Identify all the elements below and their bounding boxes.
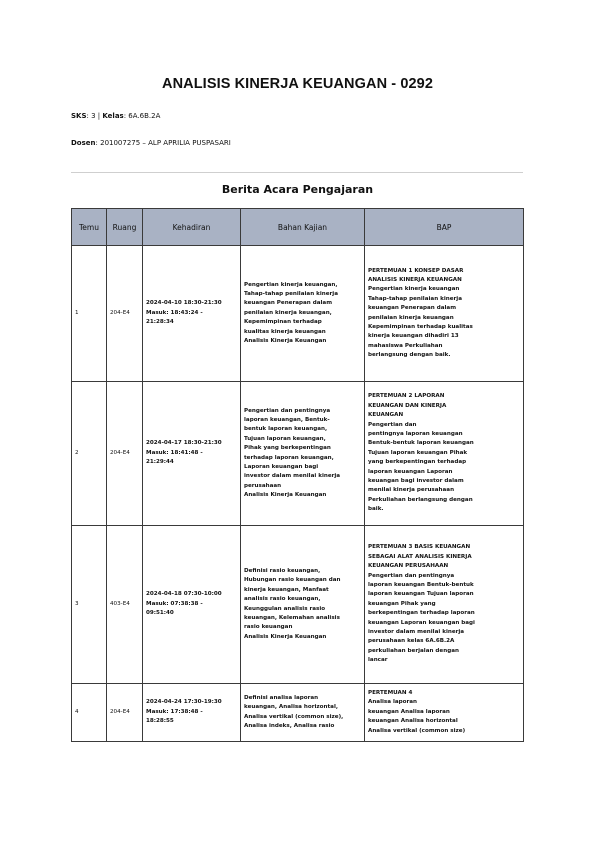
kelas-label: Kelas [102, 112, 124, 120]
bahan-kajian-line: Pengertian kinerja keuangan, [244, 281, 338, 288]
cell-ruang: 403-E4 [107, 526, 143, 684]
bap-body-line: Pengertian dan pentingnya [368, 572, 455, 579]
bap-body-line: keuangan Laporan keuangan bagi [368, 619, 475, 626]
bap-body-line: keuangan Analisa laporan [368, 708, 450, 715]
cell-bahan-kajian [241, 526, 365, 684]
cell-bap [365, 382, 524, 526]
bahan-kajian-line: Hubungan rasio keuangan dan [244, 577, 341, 584]
bap-title-line: PERTEMUAN 4 [368, 690, 413, 697]
bap-body-line: Tujuan laporan keuangan Pihak [368, 449, 468, 456]
bap-body-line: Analisa vertikal (common size) [368, 727, 466, 734]
kehadiran-line: 21:29:44 [146, 459, 174, 466]
bap-title-line: PERTEMUAN 2 LAPORAN [368, 393, 445, 400]
bap-body-line: keuangan bagi investor dalam [368, 477, 464, 484]
table-row [72, 684, 524, 742]
bap-title-line: ANALISIS KINERJA KEUANGAN [368, 276, 462, 283]
course-info-line [71, 112, 160, 120]
bap-body-line: keuangan Analisa horizontal [368, 718, 458, 725]
kehadiran-line: 18:28:55 [146, 718, 174, 725]
bap-body-line: perkuliahan berjalan dengan [368, 647, 459, 654]
table-header-row [72, 209, 524, 246]
bap-body-line: pentingnya laporan keuangan [368, 431, 463, 438]
kehadiran-line: Masuk: 18:43:24 - [146, 309, 203, 316]
table-row [72, 382, 524, 526]
bap-body-line: mahasiswa Perkuliahan [368, 342, 443, 349]
cell-kehadiran [143, 526, 241, 684]
cell-bahan-kajian [241, 382, 365, 526]
bahan-kajian-line: kinerja keuangan, Manfaat [244, 586, 329, 593]
bahan-kajian-line: Analisa indeks, Analisa rasio [244, 722, 335, 729]
bahan-kajian-line: Analisa vertikal (common size), [244, 713, 344, 720]
bap-body-line: keuangan Penerapan dalam [368, 305, 457, 312]
bap-title-line: SEBAGAI ALAT ANALISIS KINERJA [368, 553, 472, 560]
kehadiran-line: 2024-04-17 18:30-21:30 [146, 440, 222, 447]
bap-body-line: berlangsung dengan baik. [368, 352, 451, 359]
bahan-kajian-line: Pengertian dan pentingnya [244, 407, 331, 414]
bahan-kajian-line: investor dalam menilai kinerja [244, 473, 341, 480]
table-row [72, 246, 524, 382]
cell-temu: 3 [72, 526, 107, 684]
lecturer-line [71, 139, 231, 147]
cell-bap [365, 246, 524, 382]
bap-body-line: Tahap-tahap penilaian kinerja [368, 295, 462, 302]
bahan-kajian-line: kualitas kinerja keuangan [244, 328, 326, 335]
cell-bap [365, 526, 524, 684]
bahan-kajian-line: Definisi rasio keuangan, [244, 567, 321, 574]
cell-temu: 4 [72, 684, 107, 742]
bahan-kajian-line: terhadap laporan keuangan, [244, 454, 334, 461]
kehadiran-line: 2024-04-24 17:30-19:30 [146, 699, 222, 706]
cell-ruang: 204-E4 [107, 382, 143, 526]
bap-title-line: KEUANGAN PERUSAHAAN [368, 563, 449, 570]
bap-title-line: PERTEMUAN 3 BASIS KEUANGAN [368, 544, 471, 551]
bap-body-line: Kepemimpinan terhadap kualitas [368, 323, 473, 330]
document-title: ANALISIS KINERJA KEUANGAN - 0292 [162, 76, 433, 92]
bahan-kajian-line: keuangan, Kelemahan analisis [244, 614, 340, 621]
cell-bahan-kajian [241, 684, 365, 742]
bahan-kajian-line: perusahaan [244, 482, 282, 489]
cell-bap [365, 684, 524, 742]
bap-body-line: menilai kinerja perusahaan [368, 487, 455, 494]
bap-body-line: Pengertian kinerja keuangan [368, 286, 460, 293]
kehadiran-line: Masuk: 18:41:48 - [146, 449, 203, 456]
kehadiran-line: 2024-04-18 07:30-10:00 [146, 591, 222, 598]
section-title: Berita Acara Pengajaran [221, 183, 374, 196]
bap-body-line: perusahaan kelas 6A.6B.2A [368, 638, 455, 645]
bap-title-line: KEUANGAN DAN KINERJA [368, 402, 447, 409]
bap-body-line: Bentuk-bentuk laporan keuangan [368, 440, 474, 447]
bap-body-line: laporan keuangan Bentuk-bentuk [368, 582, 474, 589]
bahan-kajian-line: Keunggulan analisis rasio [244, 605, 326, 612]
bahan-kajian-line: Tujuan laporan keuangan, [244, 435, 326, 442]
header-bap: BAP [365, 209, 524, 246]
bap-table [71, 208, 524, 742]
bahan-kajian-line: Analisis Kinerja Keuangan [244, 633, 327, 640]
bap-body-line: laporan keuangan Laporan [368, 468, 453, 475]
cell-bahan-kajian [241, 246, 365, 382]
cell-kehadiran [143, 246, 241, 382]
bap-body-line: Perkuliahan berlangsung dengan [368, 496, 473, 503]
table-row [72, 526, 524, 684]
kelas-value: : 6A.6B.2A [123, 112, 161, 120]
bap-body-line: berkepentingan terhadap laporan [368, 610, 475, 617]
kehadiran-line: Masuk: 17:38:48 - [146, 708, 203, 715]
bahan-kajian-line: penilaian kinerja keuangan, [244, 309, 332, 316]
bap-body-line: Analisa laporan [368, 699, 418, 706]
dosen-value: : 201007275 – ALP APRILIA PUSPASARI [95, 139, 231, 147]
bap-body-line: kinerja keuangan dihadiri 13 [368, 333, 459, 340]
bahan-kajian-line: bentuk laporan keuangan, [244, 426, 328, 433]
bahan-kajian-line: keuangan, Analisa horizontal, [244, 704, 338, 711]
bap-body-line: yang berkepentingan terhadap [368, 459, 467, 466]
bap-title-line: PERTEMUAN 1 KONSEP DASAR [368, 267, 464, 274]
bahan-kajian-line: Laporan keuangan bagi [244, 463, 319, 470]
bap-body-line: Pengertian dan [368, 421, 417, 428]
sks-value: : 3 | [86, 112, 103, 120]
bahan-kajian-line: Analisis Kinerja Keuangan [244, 492, 327, 499]
cell-kehadiran [143, 684, 241, 742]
header-kehadiran: Kehadiran [143, 209, 241, 246]
kehadiran-line: 21:28:34 [146, 319, 174, 326]
bap-body-line: keuangan Pihak yang [368, 600, 436, 607]
bahan-kajian-line: keuangan Penerapan dalam [244, 300, 333, 307]
cell-ruang: 204-E4 [107, 246, 143, 382]
bap-body-line: lancar [368, 657, 388, 664]
bahan-kajian-line: Kepemimpinan terhadap [244, 319, 322, 326]
header-bahan-kajian: Bahan Kajian [241, 209, 365, 246]
bahan-kajian-line: Pihak yang berkepentingan [244, 445, 331, 452]
header-ruang: Ruang [107, 209, 143, 246]
bahan-kajian-line: analisis rasio keuangan, [244, 596, 321, 603]
cell-temu: 1 [72, 246, 107, 382]
bahan-kajian-line: Analisis Kinerja Keuangan [244, 337, 327, 344]
bap-title-line: KEUANGAN [368, 412, 404, 419]
header-temu: Temu [72, 209, 107, 246]
cell-temu: 2 [72, 382, 107, 526]
bap-body-line: laporan keuangan Tujuan laporan [368, 591, 474, 598]
cell-ruang: 204-E4 [107, 684, 143, 742]
bahan-kajian-line: Definisi analisa laporan [244, 694, 319, 701]
bap-body-line: penilaian kinerja keuangan [368, 314, 454, 321]
dosen-label: Dosen [71, 139, 96, 147]
cell-kehadiran [143, 382, 241, 526]
kehadiran-line: 2024-04-10 18:30-21:30 [146, 300, 222, 307]
sks-label: SKS [71, 112, 87, 120]
kehadiran-line: 09:51:40 [146, 610, 174, 617]
kehadiran-line: Masuk: 07:38:38 - [146, 600, 203, 607]
section-divider [71, 172, 523, 173]
bahan-kajian-line: rasio keuangan [244, 624, 293, 631]
bap-body-line: investor dalam menilai kinerja [368, 628, 465, 635]
bahan-kajian-line: laporan keuangan, Bentuk- [244, 416, 330, 423]
bahan-kajian-line: Tahap-tahap penilaian kinerja [244, 291, 338, 298]
bap-body-line: baik. [368, 506, 384, 513]
